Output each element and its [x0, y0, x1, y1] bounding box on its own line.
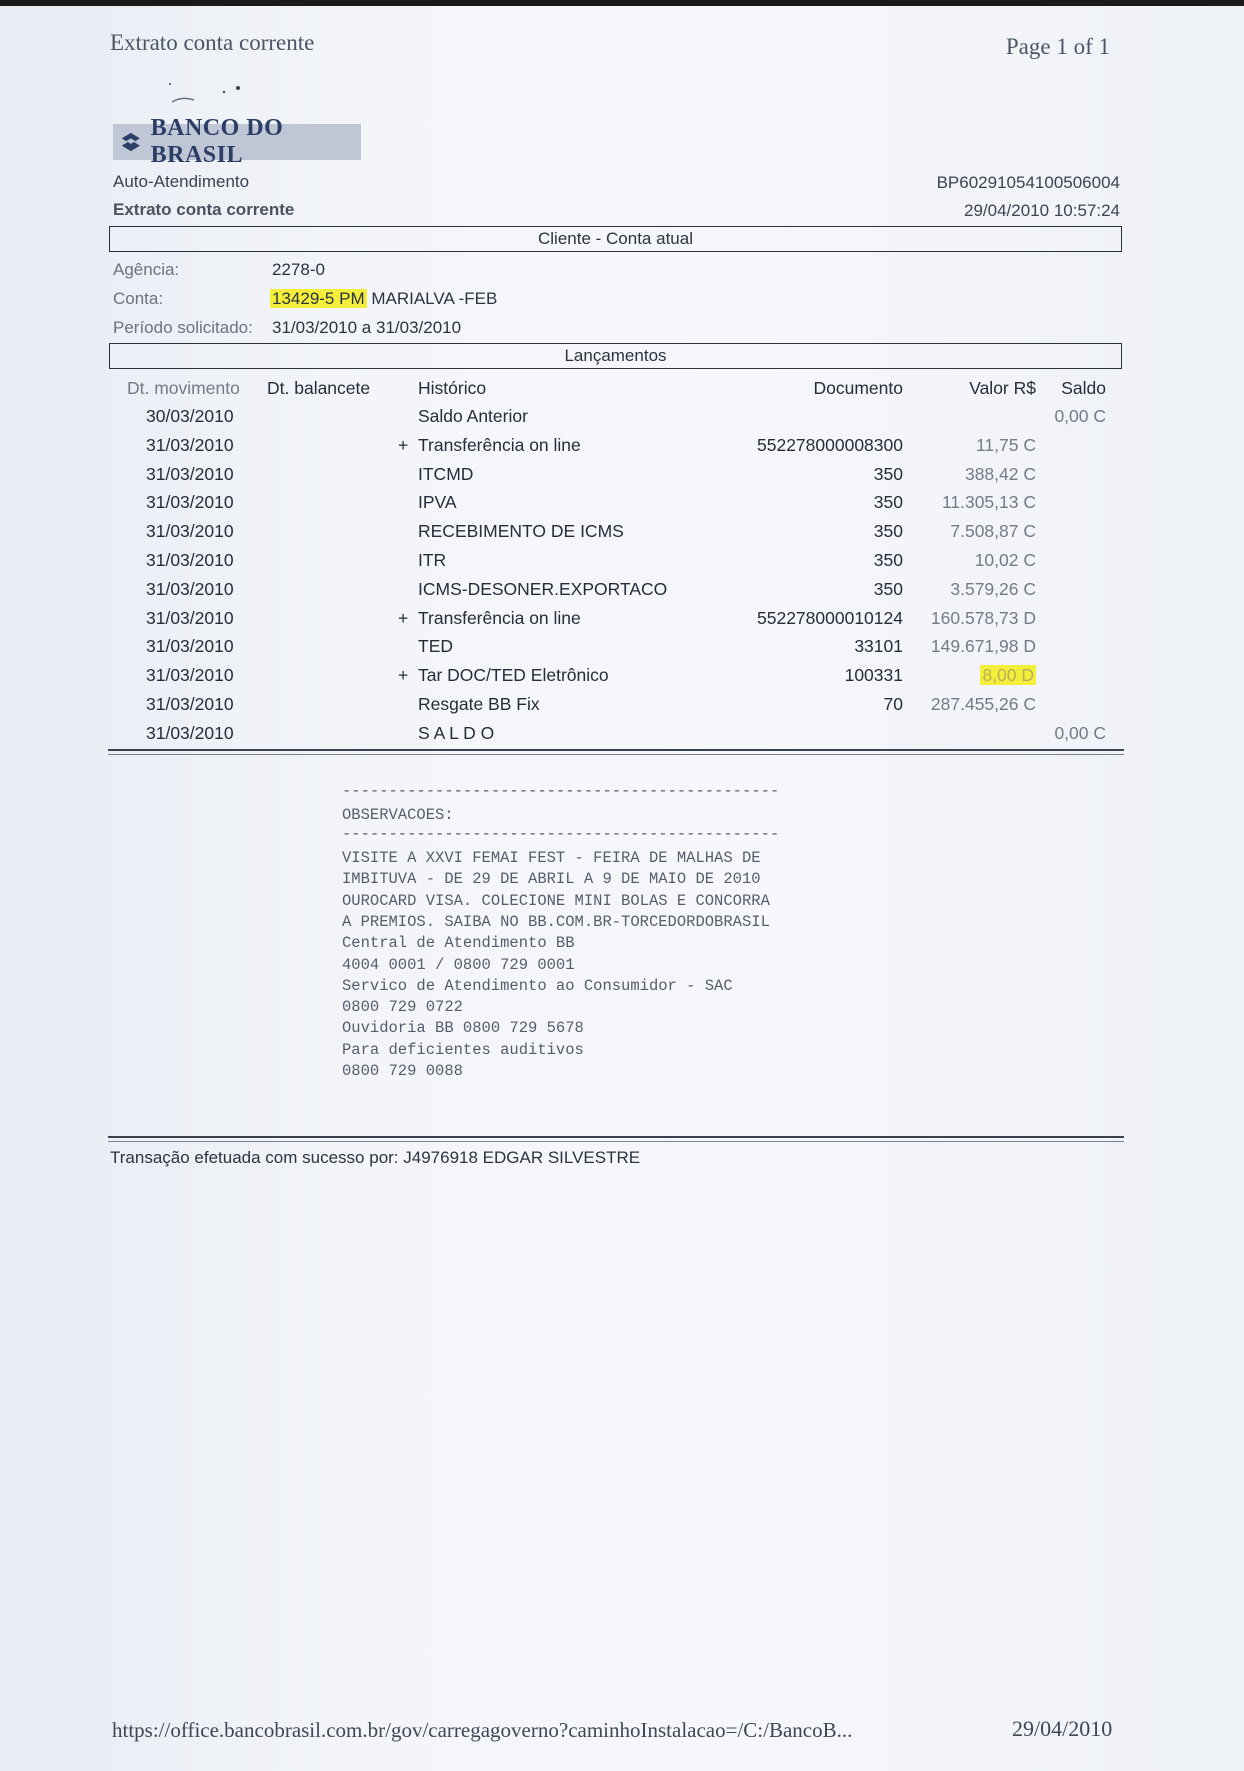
- cell-sign: +: [398, 608, 409, 628]
- observations-title: OBSERVACOES:: [342, 806, 454, 824]
- cell-documento: 350: [873, 464, 903, 484]
- cell-valor: 11.305,13 C: [941, 492, 1036, 512]
- conta-number-highlighted: 13429-5 PM: [272, 289, 365, 308]
- cell-documento: 350: [873, 550, 903, 570]
- periodo-value: 31/03/2010 a 31/03/2010: [272, 318, 462, 337]
- highlighted-fee-value: 8,00 D: [982, 665, 1034, 685]
- table-bottom-rule: [108, 749, 1124, 751]
- cell-documento: 70: [883, 694, 903, 714]
- observation-line: VISITE A XXVI FEMAI FEST - FEIRA DE MALHAS DE: [342, 849, 761, 867]
- cell-historico: ITR: [418, 550, 447, 570]
- cell-historico: Resgate BB Fix: [418, 694, 540, 714]
- cell-dt-movimento: 31/03/2010: [146, 550, 234, 570]
- footer-rule: [108, 1136, 1124, 1138]
- observation-line: 4004 0001 / 0800 729 0001: [342, 956, 575, 974]
- cell-valor: 11,75 C: [976, 435, 1036, 455]
- cell-saldo: 0,00 C: [1054, 723, 1106, 743]
- print-url: https://office.bancobrasil.com.br/gov/carregagoverno?caminhoInstalacao=/C:/BancoB...: [112, 1718, 853, 1742]
- cell-historico: S A L D O: [418, 723, 495, 743]
- cell-valor: 3.579,26 C: [950, 579, 1036, 599]
- issue-timestamp: 29/04/2010 10:57:24: [964, 201, 1120, 220]
- cell-valor: 160.578,73 D: [930, 608, 1036, 628]
- table-bottom-rule-thin: [108, 754, 1124, 755]
- bank-logo-icon: [119, 129, 143, 155]
- observation-line: A PREMIOS. SAIBA NO BB.COM.BR-TORCEDORDOBRASIL: [342, 913, 770, 931]
- cell-dt-movimento: 31/03/2010: [146, 579, 234, 599]
- cell-historico: Tar DOC/TED Eletrônico: [418, 665, 609, 685]
- cell-saldo: 0,00 C: [1054, 406, 1106, 426]
- col-header-dt-movimento: Dt. movimento: [127, 378, 240, 398]
- conta-name: MARIALVA -FEB: [366, 289, 498, 308]
- cell-documento: 33101: [854, 636, 903, 656]
- cell-dt-movimento: 31/03/2010: [146, 694, 234, 714]
- cell-documento: 350: [873, 492, 903, 512]
- cell-dt-movimento: 31/03/2010: [146, 435, 234, 455]
- cell-documento: 552278000008300: [757, 435, 903, 455]
- observations-rule-bottom: -----------------------------------------------: [342, 825, 780, 843]
- transactions-heading: [109, 343, 1122, 369]
- cell-dt-movimento: 31/03/2010: [146, 723, 234, 743]
- cell-historico: Transferência on line: [418, 608, 581, 628]
- cell-valor: 388,42 C: [964, 464, 1036, 484]
- cell-valor: 7.508,87 C: [950, 521, 1036, 541]
- col-header-historico: Histórico: [418, 378, 487, 398]
- pen-mark-icon: [168, 78, 248, 108]
- observation-line: Central de Atendimento BB: [342, 934, 575, 952]
- observations-rule-top: -----------------------------------------------: [342, 782, 780, 800]
- cell-dt-movimento: 31/03/2010: [146, 492, 234, 512]
- logo-text: BANCO DO BRASIL: [150, 115, 284, 168]
- cell-sign: +: [398, 665, 409, 685]
- conta-label: Conta:: [113, 289, 164, 308]
- observation-line: Para deficientes auditivos: [342, 1041, 584, 1059]
- document-title: Extrato conta corrente: [113, 200, 295, 219]
- cell-dt-movimento: 31/03/2010: [146, 521, 234, 541]
- col-header-documento: Documento: [813, 378, 903, 398]
- banco-do-brasil-logo: [113, 115, 361, 168]
- print-date: 29/04/2010: [1012, 1716, 1113, 1741]
- transaction-success-note: Transação efetuada com sucesso por: J4976918 EDGAR SILVESTRE: [110, 1148, 641, 1167]
- service-name: Auto-Atendimento: [113, 172, 250, 191]
- observation-line: OUROCARD VISA. COLECIONE MINI BOLAS E CONCORRA: [342, 892, 770, 910]
- cell-sign: +: [398, 435, 409, 455]
- client-heading-text: Cliente - Conta atual: [538, 229, 693, 248]
- periodo-label: Período solicitado:: [113, 318, 253, 337]
- col-header-saldo: Saldo: [1061, 378, 1106, 398]
- cell-historico: Transferência on line: [418, 435, 581, 455]
- cell-dt-movimento: 30/03/2010: [146, 406, 234, 426]
- observation-line: 0800 729 0722: [342, 998, 463, 1016]
- footer-rule-thin: [108, 1141, 1124, 1142]
- agencia-value: 2278-0: [272, 260, 325, 279]
- observation-line: IMBITUVA - DE 29 DE ABRIL A 9 DE MAIO DE 2010: [342, 870, 761, 888]
- cell-dt-movimento: 31/03/2010: [146, 608, 234, 628]
- cell-historico: IPVA: [418, 492, 457, 512]
- observation-line: 0800 729 0088: [342, 1062, 463, 1080]
- print-page-indicator: Page 1 of 1: [1005, 34, 1110, 59]
- cell-dt-movimento: 31/03/2010: [146, 665, 234, 685]
- cell-valor: 149.671,98 D: [930, 636, 1036, 656]
- cell-valor: 10,02 C: [974, 550, 1036, 570]
- cell-historico: Saldo Anterior: [418, 406, 528, 426]
- cell-historico: ITCMD: [418, 464, 474, 484]
- cell-documento: 350: [873, 579, 903, 599]
- observation-line: Servico de Atendimento ao Consumidor - SAC: [342, 977, 733, 995]
- cell-documento: 100331: [844, 665, 903, 685]
- observation-line: Ouvidoria BB 0800 729 5678: [342, 1019, 584, 1037]
- col-header-valor: Valor R$: [969, 378, 1036, 398]
- document-code: BP60291054100506004: [936, 173, 1120, 192]
- cell-historico: RECEBIMENTO DE ICMS: [418, 521, 624, 541]
- cell-dt-movimento: 31/03/2010: [146, 636, 234, 656]
- cell-documento: 552278000010124: [757, 608, 903, 628]
- cell-documento: 350: [873, 521, 903, 541]
- cell-historico: ICMS-DESONER.EXPORTACO: [418, 579, 668, 599]
- client-section-heading: [109, 226, 1122, 252]
- cell-dt-movimento: 31/03/2010: [146, 464, 234, 484]
- transactions-heading-text: Lançamentos: [564, 346, 667, 365]
- print-window-title: Extrato conta corrente: [110, 30, 315, 55]
- conta-value: [270, 289, 497, 309]
- agencia-label: Agência:: [113, 260, 180, 279]
- cell-historico: TED: [418, 636, 453, 656]
- cell-valor: [900, 665, 1036, 686]
- col-header-dt-balancete: Dt. balancete: [267, 378, 371, 398]
- cell-valor: 287.455,26 C: [930, 694, 1036, 714]
